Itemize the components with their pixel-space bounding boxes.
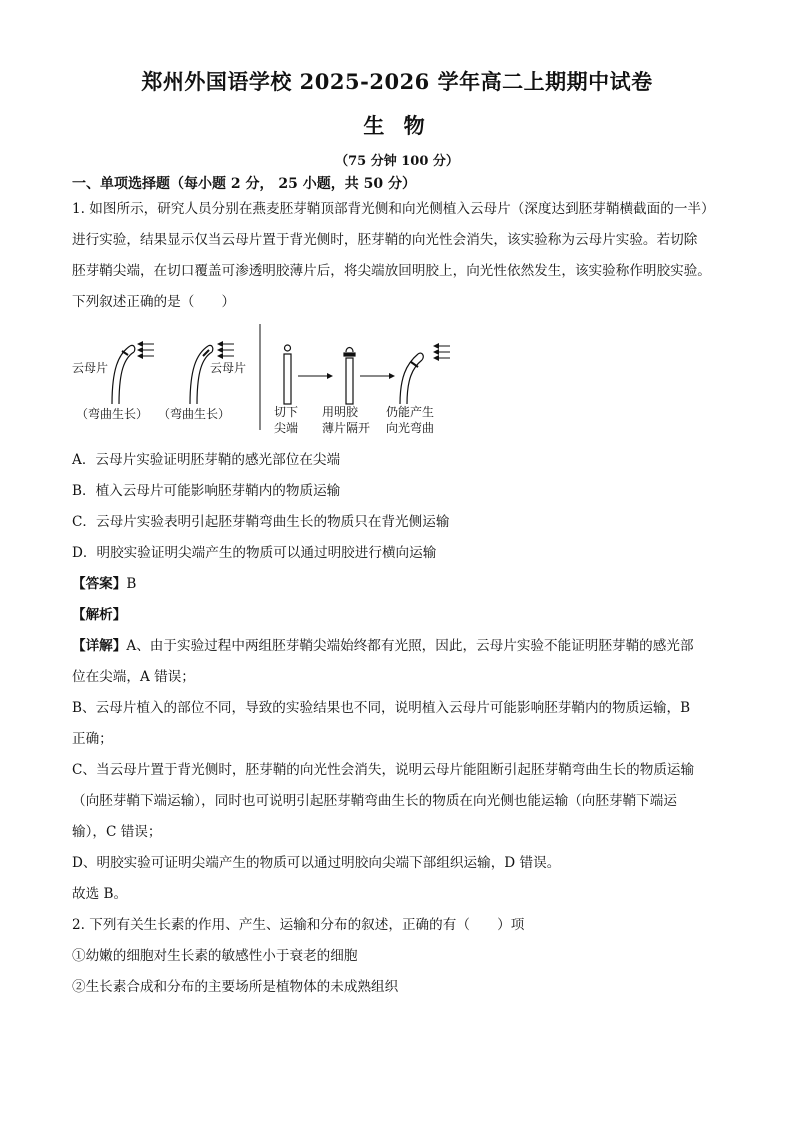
answer-line <box>72 574 136 594</box>
answer-tag: 【答案】 <box>72 576 127 592</box>
light-arrows-left <box>138 344 154 356</box>
q2-item: ①幼嫩的细胞对生长素的敏感性小于衰老的细胞 <box>72 948 358 964</box>
q1-stem-line: 胚芽鞘尖端，在切口覆盖可渗透明胶薄片后，将尖端放回明胶上，向光性依然发生，该实验称作明胶实验。 <box>72 263 711 279</box>
label-bend-right: （弯曲生长） <box>158 407 231 421</box>
step2-label: 用明胶 <box>322 405 359 419</box>
stem-bending <box>400 353 423 404</box>
section-heading: 一、单项选择题（每小题 2 分， 25 小题，共 50 分） <box>72 176 416 192</box>
step3-label: 仍能产生 <box>386 405 435 419</box>
step1-label: 切下 <box>274 405 299 419</box>
detail-tag: 【详解】 <box>72 638 127 654</box>
step2-label: 薄片隔开 <box>322 421 371 435</box>
step1-label: 尖端 <box>274 421 299 435</box>
q1-stem-line: 1. 如图所示，研究人员分别在燕麦胚芽鞘顶部背光侧和向光侧植入云母片（深度达到胚芽鞘横截面的一半） <box>72 201 715 217</box>
q1-stem-line: 进行实验，结果显示仅当云母片置于背光侧时，胚芽鞘的向光性会消失，该实验称为云母片实验。若切除 <box>72 232 698 248</box>
option-d: D．明胶实验证明尖端产生的物质可以通过明胶进行横向运输 <box>72 545 437 561</box>
explanation-line: 位在尖端，A 错误； <box>72 669 195 685</box>
stem-gelatin <box>344 348 355 405</box>
answer-value: B <box>126 576 137 592</box>
seedling-left <box>112 345 135 404</box>
exam-meta: （75 分钟 100 分） <box>335 154 459 169</box>
explanation-line: B、云母片植入的部位不同，导致的实验结果也不同，说明植入云母片可能影响胚芽鞘内的物质运输，B <box>72 700 691 716</box>
explanation-line <box>72 636 694 656</box>
q1-stem-line: 下列叙述正确的是（ ） <box>72 294 236 310</box>
light-arrows-right <box>434 346 450 358</box>
option-b: B．植入云母片可能影响胚芽鞘内的物质运输 <box>72 483 341 499</box>
q2-stem: 2. 下列有关生长素的作用、产生、运输和分布的叙述，正确的有（ ）项 <box>72 917 525 933</box>
explanation-line: D、明胶实验可证明尖端产生的物质可以通过明胶向尖端下部组织运输，D 错误。 <box>72 855 561 871</box>
explanation-text: A、由于实验过程中两组胚芽鞘尖端始终都有光照，因此，云母片实验不能证明胚芽鞘的感光部 <box>126 638 694 654</box>
q2-item: ②生长素合成和分布的主要场所是植物体的未成熟组织 <box>72 979 399 995</box>
explanation-line: 故选 B。 <box>72 886 128 902</box>
option-a: A．云母片实验证明胚芽鞘的感光部位在尖端 <box>72 452 341 468</box>
subject-title: 生 物 <box>363 113 431 138</box>
label-mica-right: 云母片 <box>210 361 247 375</box>
explanation-line: （向胚芽鞘下端运输），同时也可说明引起胚芽鞘弯曲生长的物质在向光侧也能运输（向胚芽鞘下端运 <box>72 793 677 809</box>
q1-figure <box>66 320 466 442</box>
option-c: C．云母片实验表明引起胚芽鞘弯曲生长的物质只在背光侧运输 <box>72 514 450 530</box>
label-bend-left: （弯曲生长） <box>76 407 149 421</box>
label-mica-left: 云母片 <box>72 361 109 375</box>
exam-title: 郑州外国语学校 2025-2026 学年高二上期期中试卷 <box>141 69 653 94</box>
analysis-tag: 【解析】 <box>72 607 127 623</box>
step3-label: 向光弯曲 <box>386 421 435 435</box>
stem-cut <box>284 345 291 404</box>
explanation-line: 正确； <box>72 731 113 747</box>
light-arrows-middle <box>218 344 234 356</box>
explanation-line: C、当云母片置于背光侧时，胚芽鞘的向光性会消失，说明云母片能阻断引起胚芽鞘弯曲生长的物质运输 <box>72 762 695 778</box>
explanation-line: 输），C 错误； <box>72 824 162 840</box>
